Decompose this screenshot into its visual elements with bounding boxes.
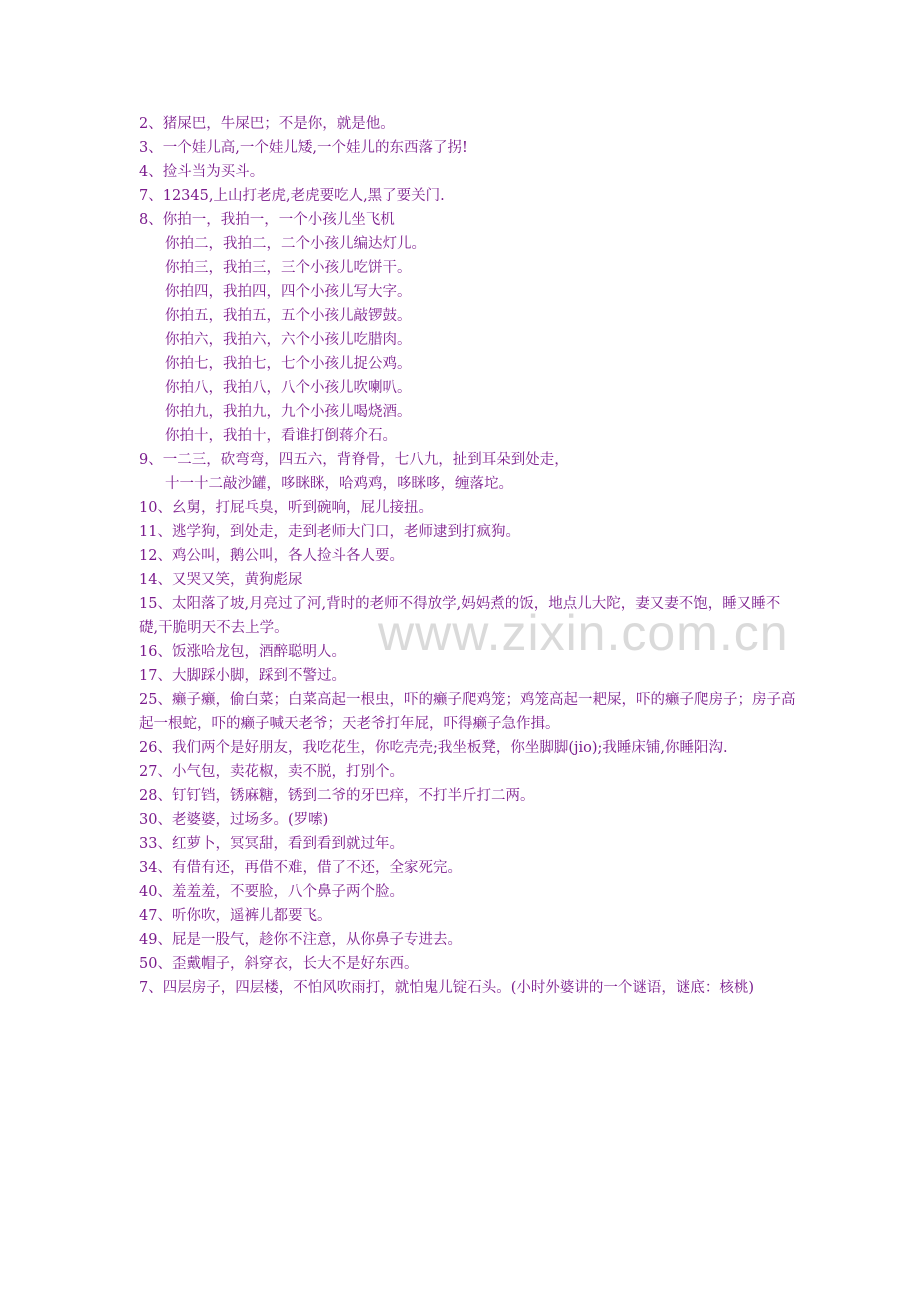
text-line: 50、歪戴帽子，斜穿衣，长大不是好东西。 <box>139 956 419 972</box>
text-line: 34、有借有还，再借不难，借了不还，全家死完。 <box>139 860 462 876</box>
text-line: 28、钉钉铛，锈麻糖，锈到二爷的牙巴痒，不打半斤打二两。 <box>139 788 535 804</box>
text-line: 你拍七，我拍七，七个小孩儿捉公鸡。 <box>165 356 412 372</box>
text-line: 33、红萝卜，冥冥甜，看到看到就过年。 <box>139 836 404 852</box>
text-line: 14、又哭又笑，黄狗彪尿 <box>139 572 303 588</box>
text-line: 25、癞子癞，偷白菜；白菜高起一根虫，吓的癞子爬鸡笼；鸡笼高起一耙屎，吓的癞子爬房子；房子高起一根蛇，吓的癞子喊天老爷；天老爷打年屁，吓得癞子急作揖。 <box>139 692 796 732</box>
text-line: 47、听你吹，遥裤儿都要飞。 <box>139 908 332 924</box>
text-line: 你拍九，我拍九，九个小孩儿喝烧酒。 <box>165 404 412 420</box>
text-line: 7、12345,上山打老虎,老虎要吃人,黑了要关门. <box>139 188 445 204</box>
text-line: 2、猪屎巴，牛屎巴；不是你，就是他。 <box>139 116 395 132</box>
text-line: 你拍三，我拍三，三个小孩儿吃饼干。 <box>165 260 412 276</box>
text-line: 11、逃学狗，到处走，走到老师大门口，老师逮到打疯狗。 <box>139 524 520 540</box>
text-line: 你拍八，我拍八，八个小孩儿吹喇叭。 <box>165 380 412 396</box>
text-line: 16、饭涨哈龙包，酒醉聪明人。 <box>139 644 346 660</box>
text-line: 30、老婆婆，过场多。(罗嗦) <box>139 812 329 828</box>
watermark-text: www.zixin.com.cn <box>378 605 789 661</box>
text-line: 8、你拍一，我拍一，一个小孩儿坐飞机 <box>139 212 395 228</box>
text-line: 27、小气包，卖花椒，卖不脱，打别个。 <box>139 764 404 780</box>
text-line: 15、太阳落了坡,月亮过了河,背时的老师不得放学,妈妈煮的饭，地点儿大陀，妻又妻不饱，睡又睡不礎,干脆明天不去上学。 <box>139 596 781 636</box>
text-line: 49、屁是一股气，趁你不注意，从你鼻子专进去。 <box>139 932 462 948</box>
text-line: 26、我们两个是好朋友，我吃花生，你吃壳壳;我坐板凳，你坐脚脚(jio);我睡床铺,你睡阳沟. <box>139 740 728 756</box>
text-line: 10、幺舅，打屁乓臭，听到碗响，屁儿接扭。 <box>139 500 433 516</box>
text-line: 十一十二敲沙罐，哆眯眯，哈鸡鸡，哆眯哆，缠落坨。 <box>165 476 513 492</box>
document-body <box>139 112 799 1000</box>
text-line: 9、一二三，砍弯弯，四五六，背脊骨，七八九，扯到耳朵到处走， <box>139 452 569 468</box>
text-line: 你拍二，我拍二，二个小孩儿编达灯儿。 <box>165 236 426 252</box>
text-line: 你拍六，我拍六，六个小孩儿吃腊肉。 <box>165 332 412 348</box>
text-line: 7、四层房子，四层楼，不怕风吹雨打，就怕鬼儿锭石头。(小时外婆讲的一个谜语，谜底：核桃) <box>139 980 755 996</box>
text-line: 4、捡斗当为买斗。 <box>139 164 265 180</box>
text-line: 你拍十，我拍十，看谁打倒蒋介石。 <box>165 428 397 444</box>
text-line: 3、一个娃儿高,一个娃儿矮,一个娃儿的东西落了拐! <box>139 140 468 156</box>
text-line: 12、鸡公叫，鹅公叫，各人捡斗各人要。 <box>139 548 404 564</box>
text-line: 你拍五，我拍五，五个小孩儿敲锣鼓。 <box>165 308 412 324</box>
text-line: 你拍四，我拍四，四个小孩儿写大字。 <box>165 284 412 300</box>
text-line: 17、大脚踩小脚，踩到不警过。 <box>139 668 346 684</box>
text-line: 40、羞羞羞，不要脸，八个鼻子两个脸。 <box>139 884 404 900</box>
